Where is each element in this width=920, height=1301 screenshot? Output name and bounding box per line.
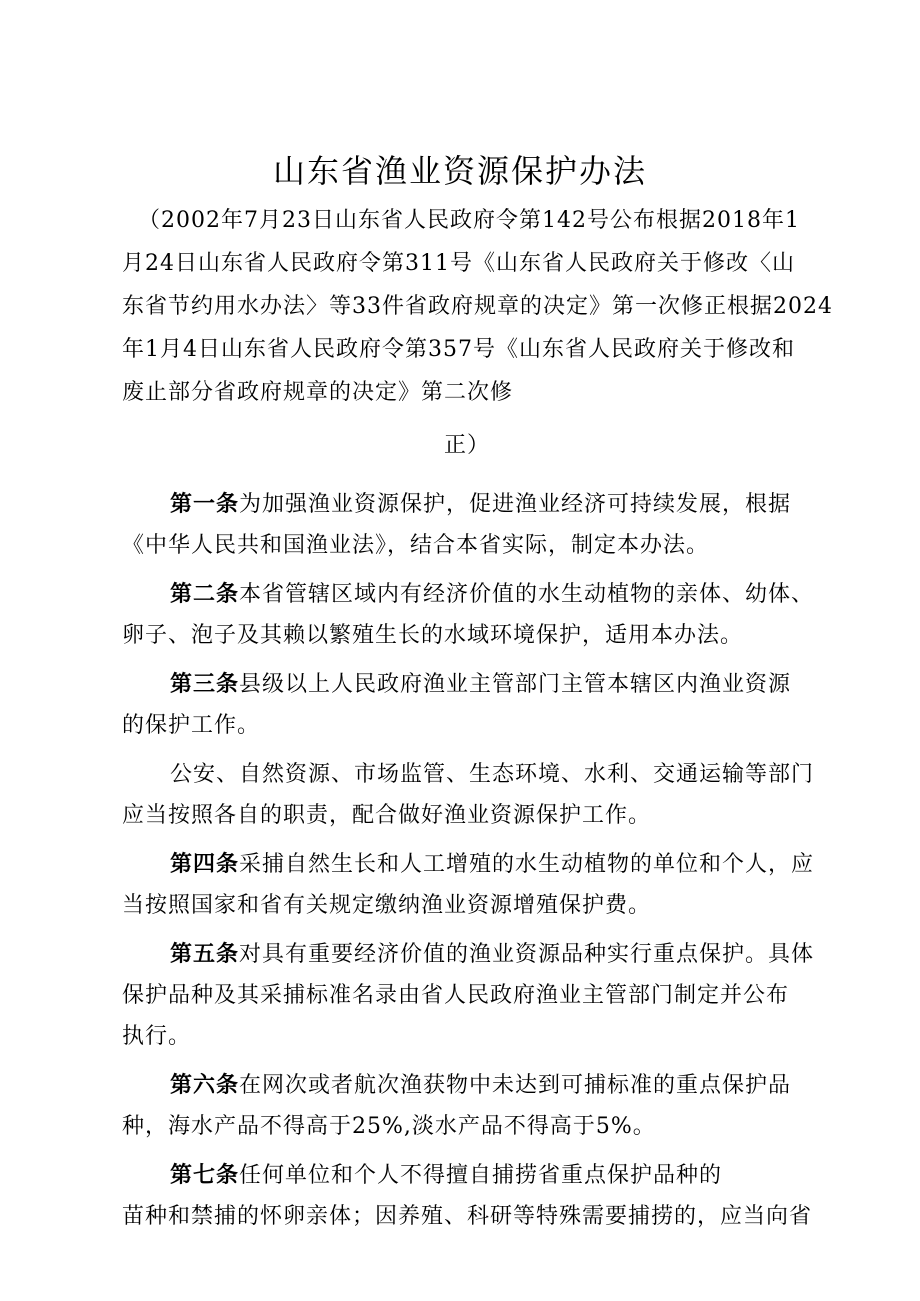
article-number: 第二条 bbox=[170, 581, 240, 607]
article-text: 保护品种及其采捕标准名录由省人民政府渔业主管部门制定并公布 bbox=[122, 983, 790, 1008]
article-number: 第一条 bbox=[170, 491, 240, 517]
document-title: 山东省渔业资源保护办法 bbox=[272, 152, 647, 190]
article-text: 在网次或者航次渔获物中未达到可捕标准的重点保护品 bbox=[239, 1073, 792, 1098]
article-text: 执行。 bbox=[122, 1024, 192, 1049]
article-number: 第三条 bbox=[170, 671, 240, 697]
article-number: 第六条 bbox=[170, 1072, 240, 1098]
article-text: 县级以上人民政府渔业主管部门主管本辖区内渔业资源 bbox=[239, 672, 792, 697]
article-number: 第七条 bbox=[170, 1162, 240, 1188]
article-number: 第五条 bbox=[170, 941, 240, 967]
article-4 bbox=[122, 844, 815, 926]
subtitle-line: 月24日山东省人民政府令第311号《山东省人民政府关于修改〈山 bbox=[122, 251, 795, 276]
article-text: 的保护工作。 bbox=[122, 713, 261, 738]
article-text: 公安、自然资源、市场监管、生态环境、水利、交通运输等部门 bbox=[170, 762, 815, 787]
article-text: 本省管辖区域内有经济价值的水生动植物的亲体、幼体、 bbox=[239, 582, 815, 607]
article-number: 第四条 bbox=[170, 851, 240, 877]
article-text: 苗种和禁捕的怀卵亲体；因养殖、科研等特殊需要捕捞的，应当向省 bbox=[122, 1204, 813, 1229]
document-subtitle bbox=[122, 199, 833, 467]
article-2 bbox=[122, 574, 815, 656]
article-text: 对具有重要经济价值的渔业资源品种实行重点保护。具体 bbox=[239, 942, 815, 967]
article-6 bbox=[122, 1065, 812, 1147]
article-text: 《中华人民共和国渔业法》，结合本省实际，制定本办法。 bbox=[122, 533, 710, 558]
article-text: 应当按照各自的职责，配合做好渔业资源保护工作。 bbox=[122, 803, 652, 828]
subtitle-line: 废止部分省政府规章的决定》第二次修 bbox=[122, 380, 514, 405]
article-3-clause-2 bbox=[122, 754, 815, 836]
article-text: 为加强渔业资源保护，促进渔业经济可持续发展，根据 bbox=[239, 492, 792, 517]
document-body bbox=[122, 484, 815, 1245]
article-text: 种，海水产品不得高于25%,淡水产品不得高于5%。 bbox=[122, 1114, 656, 1139]
article-3 bbox=[122, 664, 812, 746]
subtitle-line: 正） bbox=[443, 433, 490, 458]
subtitle-line: （2002年7月23日山东省人民政府令第142号公布根据2018年1 bbox=[138, 208, 800, 233]
subtitle-line: 年1月4日山东省人民政府令第357号《山东省人民政府关于修改和 bbox=[122, 337, 795, 362]
article-text: 当按照国家和省有关规定缴纳渔业资源增殖保护费。 bbox=[122, 893, 652, 918]
subtitle-line: 东省节约用水办法〉等33件省政府规章的决定》第一次修正根据2024 bbox=[122, 294, 833, 319]
article-5 bbox=[122, 934, 815, 1057]
article-7 bbox=[122, 1155, 812, 1237]
article-text: 采捕自然生长和人工增殖的水生动植物的单位和个人，应 bbox=[239, 852, 815, 877]
article-1 bbox=[122, 484, 812, 566]
article-text: 任何单位和个人不得擅自捕捞省重点保护品种的 bbox=[239, 1163, 723, 1188]
article-text: 卵子、泡子及其赖以繁殖生长的水域环境保护，适用本办法。 bbox=[122, 623, 744, 648]
